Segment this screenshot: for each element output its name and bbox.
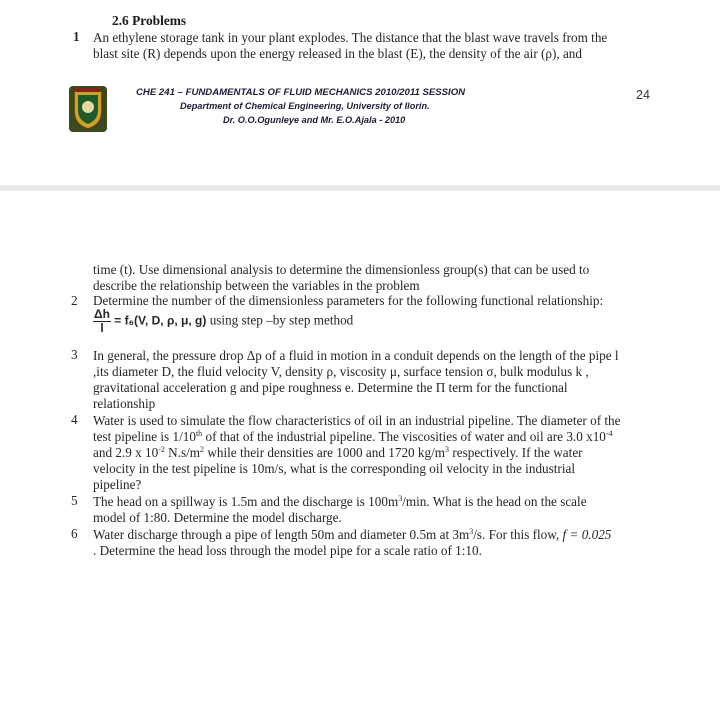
- header-authors: Dr. O.O.Ogunleye and Mr. E.O.Ajala - 2010: [223, 115, 406, 125]
- problem-4-number: 4: [71, 412, 78, 427]
- problem-3-line-1: In general, the pressure drop Δp of a fluid in motion in a conduit depends on the length of the pipe l: [93, 348, 619, 363]
- problem-6-number: 6: [71, 526, 78, 541]
- p6-l1-f: f: [562, 527, 567, 542]
- p6-l1-a: Water discharge through a pipe of length 50m and diameter 0.5m at 3m: [93, 527, 470, 542]
- p4-l3-sup: -2: [158, 445, 165, 454]
- problem-5-line-2: model of 1:80. Determine the model discharge.: [93, 510, 342, 525]
- problem-1-number: 1: [73, 29, 80, 44]
- fraction-numerator: Δh: [94, 307, 110, 321]
- university-crest-icon: [68, 85, 108, 133]
- p6-l1-b: /s. For this flow,: [473, 527, 563, 542]
- formula-function: = f₆(V, D, ρ, μ, g): [114, 313, 207, 328]
- p5-l1-sup: 3: [398, 494, 403, 503]
- p4-l3-a: and 2.9 x 10: [93, 445, 159, 460]
- problem-1-line-3: time (t). Use dimensional analysis to determine the dimensionless group(s) that can be used to: [93, 262, 590, 277]
- problem-6-line-1: [93, 527, 653, 543]
- problem-5-line-1: [93, 494, 653, 510]
- problem-3-number: 3: [71, 347, 78, 362]
- problem-3-line-3: gravitational acceleration g and pipe roughness e. Determine the Π term for the functional: [93, 380, 568, 395]
- problem-1-line-2: blast site (R) depends upon the energy released in the blast (E), the density of the air (ρ), and: [93, 46, 582, 61]
- p4-l3-sup3: 3: [445, 445, 450, 454]
- page-number: 24: [636, 88, 650, 102]
- problem-2-formula: [93, 308, 353, 335]
- problem-1-line-4: describe the relationship between the variables in the problem: [93, 278, 420, 293]
- header-course-title: CHE 241 – FUNDAMENTALS OF FLUID MECHANICS 2010/2011 SESSION: [136, 87, 466, 98]
- problem-4-line-5: pipeline?: [93, 477, 142, 492]
- p4-l3-sup2: 2: [200, 445, 205, 454]
- problem-4-line-3: [93, 445, 653, 461]
- p5-l1-a: The head on a spillway is 1.5m and the discharge is 100m: [93, 494, 399, 509]
- formula-tail: using step –by step method: [209, 312, 354, 328]
- problem-2-line-1: Determine the number of the dimensionless parameters for the following functional relationship:: [93, 293, 604, 308]
- problem-4-line-2: [93, 429, 653, 445]
- fraction-denominator: l: [100, 321, 104, 335]
- page-divider: [0, 185, 720, 191]
- formula-fraction: [93, 308, 111, 335]
- section-title: 2.6 Problems: [112, 13, 187, 28]
- problem-3-line-2: ,its diameter D, the fluid velocity V, density ρ, viscosity μ, surface tension σ, bulk modulus k ,: [93, 364, 589, 379]
- p4-l3-b: N.s/m: [164, 445, 201, 460]
- problem-1-line-1: An ethylene storage tank in your plant explodes. The distance that the blast wave travels from the: [93, 30, 608, 45]
- p6-l1-c: = 0.025: [566, 527, 612, 542]
- p6-l1-sup: 3: [469, 527, 474, 536]
- problem-3-line-4: relationship: [93, 396, 156, 411]
- p4-l3-d: respectively. If the water: [449, 445, 583, 460]
- p4-l2-b: of that of the industrial pipeline. The viscosities of water and oil are 3.0 x10: [202, 429, 606, 444]
- p5-l1-b: /min. What is the head on the scale: [402, 494, 587, 509]
- header-department: Department of Chemical Engineering, University of Ilorin.: [180, 101, 430, 111]
- problem-2-number: 2: [71, 293, 78, 308]
- p4-l2-sup: th: [195, 429, 203, 438]
- problem-6-line-2: . Determine the head loss through the model pipe for a scale ratio of 1:10.: [93, 543, 482, 558]
- p4-l3-c: while their densities are 1000 and 1720 kg/m: [204, 445, 446, 460]
- problem-4-line-4: velocity in the test pipeline is 10m/s, what is the corresponding oil velocity in the industrial: [93, 461, 575, 476]
- problem-4-line-1: Water is used to simulate the flow characteristics of oil in an industrial pipeline. The diameter of the: [93, 413, 621, 428]
- p4-l2-a: test pipeline is 1/10: [93, 429, 196, 444]
- p4-l2-sup2: -4: [605, 429, 613, 438]
- problem-5-number: 5: [71, 493, 78, 508]
